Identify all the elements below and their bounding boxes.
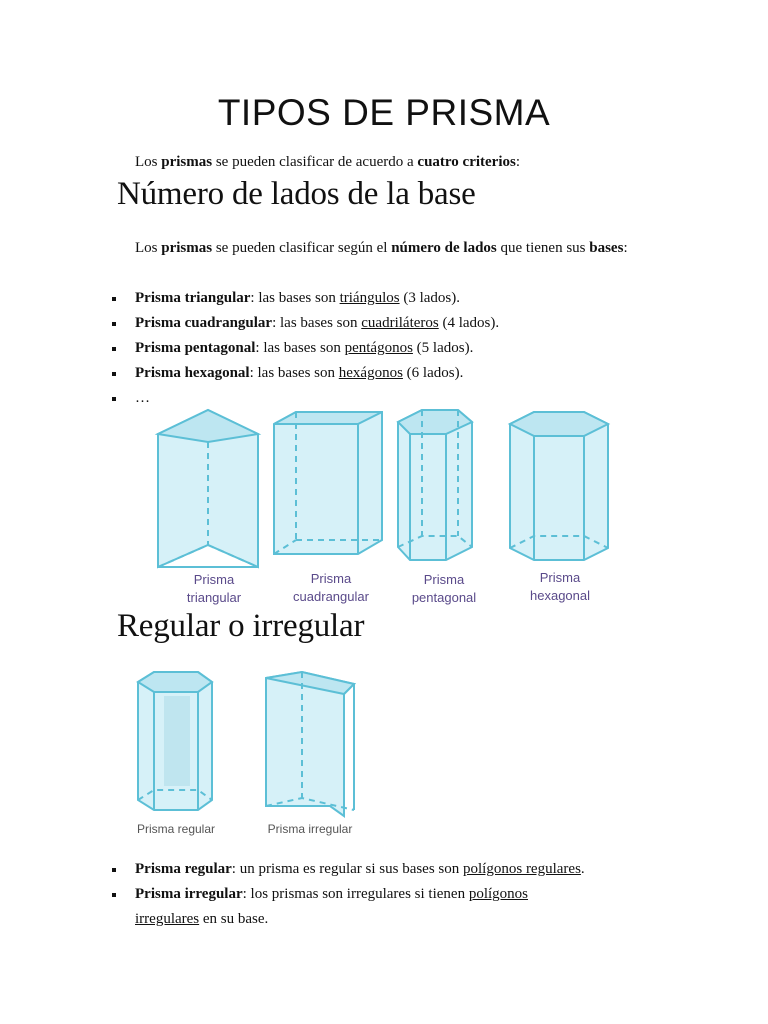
intro-text: Los prismas se pueden clasificar de acuerdo a cuatro criterios: (135, 154, 521, 170)
list-item: Prisma regular: un prisma es regular si sus bases son polígonos regulares. (108, 857, 595, 882)
list-item: … (108, 386, 499, 402)
section-heading-regular: Regular o irregular (117, 608, 365, 644)
bullet-icon (112, 297, 116, 301)
irregular-prism-icon (266, 672, 354, 816)
link-hexagonos[interactable]: hexágonos (338, 365, 403, 381)
link-pentagonos[interactable]: pentágonos (344, 340, 413, 356)
caption-triangular-2: triangular (186, 590, 242, 605)
hexagonal-prism-icon (510, 412, 608, 560)
quadrangular-prism-icon (274, 412, 382, 554)
caption-quadrangular-1: Prisma (310, 571, 352, 586)
pentagonal-prism-icon (398, 410, 472, 560)
page-title: TIPOS DE PRISMA (217, 92, 551, 133)
caption-pentagonal-2: pentagonal (411, 590, 477, 605)
link-poligonos-regulares[interactable]: polígonos regulares (463, 861, 581, 877)
list-item: Prisma irregular: los prismas son irregulares si tienen polígonos irregulares en su base. (108, 882, 595, 932)
link-cuadrilateros[interactable]: cuadriláteros (361, 315, 439, 331)
bullet-icon (112, 893, 116, 897)
regular-irregular-list (108, 857, 595, 932)
section1-paragraph: Los prismas se pueden clasificar según el número de lados que tienen sus bases: (135, 240, 628, 256)
triangular-prism-icon (158, 410, 258, 567)
caption-pentagonal-1: Prisma (423, 572, 465, 587)
caption-triangular-1: Prisma (193, 572, 235, 587)
caption-hexagonal-2: hexagonal (530, 588, 590, 603)
bullet-icon (112, 868, 116, 872)
caption-quadrangular-2: cuadrangular (293, 589, 369, 604)
regular-irregular-figure (132, 666, 372, 842)
prism-types-figure (150, 402, 620, 610)
section-heading-lados: Número de lados de la base (117, 176, 476, 212)
regular-prism-icon (138, 672, 212, 810)
bullet-icon (112, 322, 116, 326)
link-triangulos[interactable]: triángulos (339, 290, 400, 306)
regular-irregular-illustration (132, 666, 372, 842)
list-item: Prisma hexagonal: las bases son hexágonos (6 lados). (108, 361, 499, 386)
caption-irregular: Prisma irregular (267, 822, 353, 836)
caption-hexagonal-1: Prisma (539, 570, 581, 585)
list-item: Prisma cuadrangular: las bases son cuadriláteros (4 lados). (108, 311, 499, 336)
bullet-icon (112, 397, 116, 401)
bullet-icon (112, 347, 116, 351)
prism-types-illustration (150, 402, 620, 610)
list-item: Prisma pentagonal: las bases son pentágonos (5 lados). (108, 336, 499, 361)
list-item: Prisma triangular: las bases son triángulos (3 lados). (108, 286, 499, 311)
prism-types-list (108, 286, 499, 402)
caption-regular: Prisma regular (136, 822, 216, 836)
link-poligonos-irregulares[interactable]: polígonos irregulares (135, 886, 529, 927)
bullet-icon (112, 372, 116, 376)
